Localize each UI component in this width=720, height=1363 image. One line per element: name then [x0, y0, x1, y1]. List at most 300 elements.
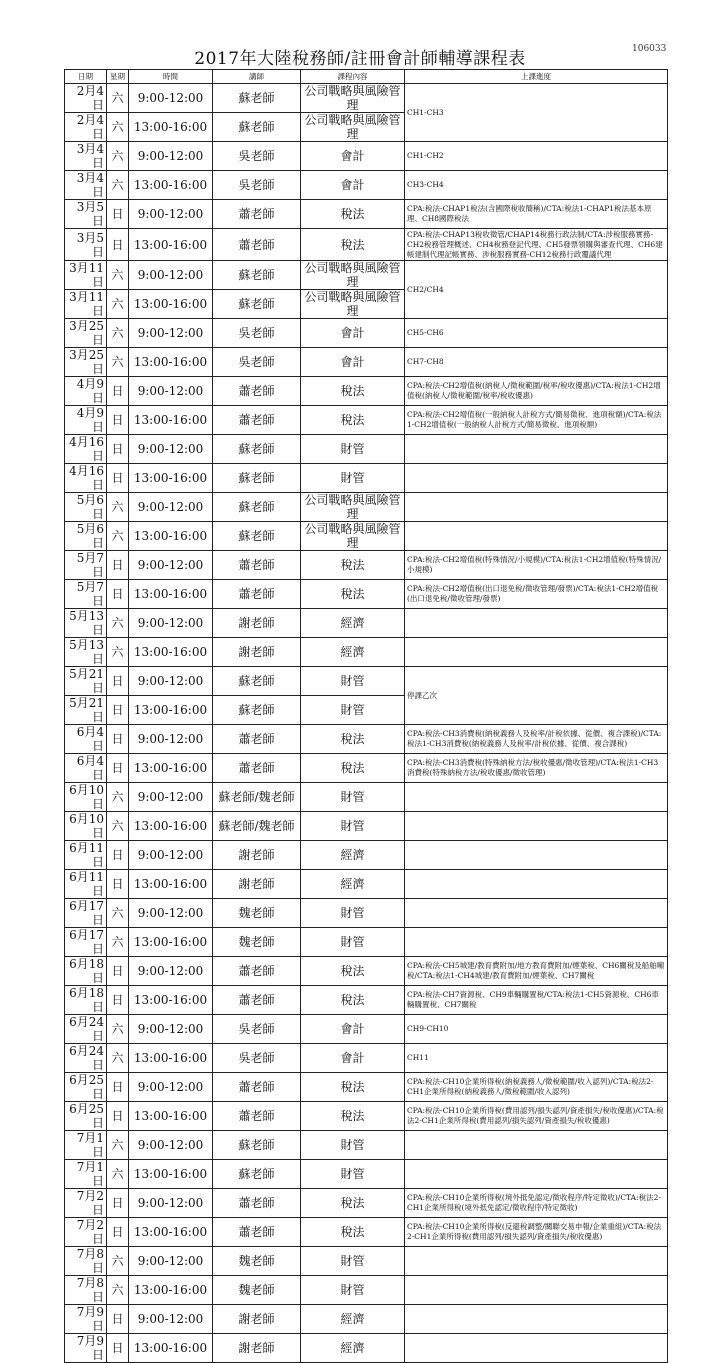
cell-week: 日 — [107, 406, 129, 435]
cell-time: 9:00-12:00 — [129, 551, 213, 580]
cell-week: 日 — [107, 725, 129, 754]
cell-time: 9:00-12:00 — [129, 609, 213, 638]
cell-course: 公司戰略與風險管理 — [301, 522, 405, 551]
table-row — [65, 1131, 668, 1160]
cell-date: 7月9日 — [65, 1334, 107, 1363]
cell-time: 13:00-16:00 — [129, 986, 213, 1015]
table-row — [65, 1189, 668, 1218]
cell-teacher: 吳老師 — [213, 171, 301, 200]
cell-progress: CPA:稅法-CH10企業所得稅(反避稅調整/關聯交易申報/企業重組)/CTA:稅法2-CH1企業所得稅(費用認列/損失認列/資產損失/稅收優惠) — [405, 1218, 668, 1247]
cell-course: 公司戰略與風險管理 — [301, 493, 405, 522]
cell-date: 7月8日 — [65, 1247, 107, 1276]
cell-date: 7月1日 — [65, 1160, 107, 1189]
cell-progress — [405, 812, 668, 841]
cell-week: 六 — [107, 348, 129, 377]
cell-week: 六 — [107, 113, 129, 142]
cell-week: 六 — [107, 1276, 129, 1305]
cell-date: 6月24日 — [65, 1044, 107, 1073]
cell-teacher: 蕭老師 — [213, 986, 301, 1015]
cell-week: 日 — [107, 986, 129, 1015]
cell-progress: CH1-CH2 — [405, 142, 668, 171]
cell-course: 經濟 — [301, 609, 405, 638]
cell-time: 9:00-12:00 — [129, 1073, 213, 1102]
cell-week: 六 — [107, 261, 129, 290]
cell-date: 4月9日 — [65, 377, 107, 406]
cell-week: 六 — [107, 493, 129, 522]
cell-teacher: 蘇老師 — [213, 464, 301, 493]
header-week: 星期 — [107, 70, 129, 84]
table-row — [65, 551, 668, 580]
cell-teacher: 蘇老師 — [213, 113, 301, 142]
cell-date: 4月16日 — [65, 464, 107, 493]
header-progress: 上課進度 — [405, 70, 668, 84]
cell-progress: CH7-CH8 — [405, 348, 668, 377]
cell-week: 日 — [107, 957, 129, 986]
cell-week: 日 — [107, 754, 129, 783]
cell-date: 6月4日 — [65, 725, 107, 754]
cell-course: 財管 — [301, 696, 405, 725]
cell-week: 日 — [107, 696, 129, 725]
schedule-body — [65, 84, 668, 1363]
cell-progress: CH2/CH4 — [405, 261, 668, 319]
table-row — [65, 200, 668, 229]
cell-week: 六 — [107, 609, 129, 638]
table-row — [65, 1334, 668, 1363]
cell-progress — [405, 522, 668, 551]
cell-course: 財管 — [301, 464, 405, 493]
table-row — [65, 1073, 668, 1102]
cell-course: 公司戰略與風險管理 — [301, 84, 405, 113]
cell-week: 日 — [107, 1218, 129, 1247]
cell-progress — [405, 1334, 668, 1363]
table-row — [65, 493, 668, 522]
cell-course: 稅法 — [301, 754, 405, 783]
cell-date: 3月25日 — [65, 348, 107, 377]
cell-teacher: 蕭老師 — [213, 229, 301, 261]
cell-progress: CPA:稅法-CH3消費稅(納稅義務人及稅率/計稅依據、從價、複合課稅)/CTA:稅法1-CH3消費稅(納稅義務人及稅率/計稅依據、從價、複合課稅) — [405, 725, 668, 754]
cell-course: 稅法 — [301, 725, 405, 754]
cell-date: 7月2日 — [65, 1189, 107, 1218]
cell-course: 經濟 — [301, 1334, 405, 1363]
cell-date: 5月7日 — [65, 580, 107, 609]
cell-date: 5月21日 — [65, 667, 107, 696]
cell-date: 3月5日 — [65, 200, 107, 229]
cell-week: 日 — [107, 667, 129, 696]
header-time: 時間 — [129, 70, 213, 84]
table-row — [65, 406, 668, 435]
table-row — [65, 899, 668, 928]
cell-progress — [405, 1305, 668, 1334]
cell-teacher: 魏老師 — [213, 1276, 301, 1305]
cell-teacher: 蕭老師 — [213, 957, 301, 986]
cell-course: 稅法 — [301, 986, 405, 1015]
table-row — [65, 754, 668, 783]
cell-date: 6月11日 — [65, 841, 107, 870]
document-code: 106033 — [632, 44, 667, 54]
cell-course: 稅法 — [301, 551, 405, 580]
cell-time: 13:00-16:00 — [129, 696, 213, 725]
cell-time: 13:00-16:00 — [129, 1334, 213, 1363]
cell-date: 7月8日 — [65, 1276, 107, 1305]
cell-date: 5月13日 — [65, 609, 107, 638]
cell-teacher: 蘇老師 — [213, 1160, 301, 1189]
table-row — [65, 928, 668, 957]
cell-time: 9:00-12:00 — [129, 1247, 213, 1276]
cell-course: 稅法 — [301, 1073, 405, 1102]
cell-time: 13:00-16:00 — [129, 348, 213, 377]
cell-progress: CH9-CH10 — [405, 1015, 668, 1044]
cell-teacher: 蘇老師 — [213, 522, 301, 551]
cell-progress: CH3-CH4 — [405, 171, 668, 200]
table-row — [65, 171, 668, 200]
cell-time: 9:00-12:00 — [129, 957, 213, 986]
cell-course: 財管 — [301, 928, 405, 957]
table-row — [65, 464, 668, 493]
cell-time: 9:00-12:00 — [129, 667, 213, 696]
cell-progress — [405, 899, 668, 928]
cell-teacher: 謝老師 — [213, 609, 301, 638]
cell-week: 日 — [107, 1334, 129, 1363]
cell-teacher: 蘇老師 — [213, 84, 301, 113]
cell-teacher: 吳老師 — [213, 1015, 301, 1044]
cell-time: 9:00-12:00 — [129, 1305, 213, 1334]
cell-week: 六 — [107, 319, 129, 348]
cell-progress: CPA:稅法-CH2增值稅(納稅人/徵稅範圍/稅率/稅收優惠)/CTA:稅法1-CH2增值稅(納稅人/徵稅範圍/稅率/稅收優惠) — [405, 377, 668, 406]
cell-time: 13:00-16:00 — [129, 522, 213, 551]
cell-time: 13:00-16:00 — [129, 754, 213, 783]
cell-date: 6月25日 — [65, 1073, 107, 1102]
cell-course: 稅法 — [301, 1189, 405, 1218]
cell-course: 財管 — [301, 812, 405, 841]
table-row — [65, 348, 668, 377]
cell-teacher: 謝老師 — [213, 870, 301, 899]
cell-progress: CPA:稅法-CH7資源稅、CH9車輛購置稅/CTA:稅法1-CH5資源稅、CH6車輛購置稅、CH7關稅 — [405, 986, 668, 1015]
cell-date: 6月11日 — [65, 870, 107, 899]
cell-course: 經濟 — [301, 870, 405, 899]
cell-time: 9:00-12:00 — [129, 377, 213, 406]
table-row — [65, 377, 668, 406]
cell-time: 9:00-12:00 — [129, 493, 213, 522]
cell-teacher: 謝老師 — [213, 841, 301, 870]
cell-progress: CPA:稅法-CH3消費稅(特殊納稅方法/稅收優惠/徵收管理)/CTA:稅法1-CH3消費稅(特殊納稅方法/稅收優惠/徵收管理) — [405, 754, 668, 783]
cell-date: 3月11日 — [65, 290, 107, 319]
cell-course: 會計 — [301, 319, 405, 348]
cell-date: 3月11日 — [65, 261, 107, 290]
cell-week: 六 — [107, 899, 129, 928]
cell-progress: CPA:稅法-CH10企業所得稅(納稅義務人/徵稅範圍/收入認列)/CTA:稅法2-CH1企業所得稅(納稅義務人/徵稅範圍/收入認列) — [405, 1073, 668, 1102]
cell-week: 六 — [107, 1160, 129, 1189]
cell-progress: CPA:稅法-CH10企業所得稅(費用認列/損失認列/資產損失/稅收優惠)/CTA:稅法2-CH1企業所得稅(費用認列/損失認列/資產損失/稅收優惠) — [405, 1102, 668, 1131]
cell-course: 稅法 — [301, 580, 405, 609]
cell-time: 13:00-16:00 — [129, 928, 213, 957]
cell-week: 六 — [107, 84, 129, 113]
cell-time: 9:00-12:00 — [129, 783, 213, 812]
cell-week: 六 — [107, 812, 129, 841]
cell-course: 公司戰略與風險管理 — [301, 261, 405, 290]
cell-time: 9:00-12:00 — [129, 1015, 213, 1044]
cell-week: 日 — [107, 1102, 129, 1131]
cell-progress: 停課乙次 — [405, 667, 668, 725]
table-row — [65, 1305, 668, 1334]
header-date: 日期 — [65, 70, 107, 84]
cell-teacher: 蕭老師 — [213, 200, 301, 229]
cell-progress — [405, 841, 668, 870]
header-course: 課程內容 — [301, 70, 405, 84]
cell-date: 6月25日 — [65, 1102, 107, 1131]
cell-week: 日 — [107, 229, 129, 261]
cell-progress: CPA:稅法-CH2增值稅(特殊情況/小規模)/CTA:稅法1-CH2增值稅(特殊情況/小規模) — [405, 551, 668, 580]
cell-date: 7月2日 — [65, 1218, 107, 1247]
cell-date: 6月24日 — [65, 1015, 107, 1044]
cell-date: 6月4日 — [65, 754, 107, 783]
cell-course: 會計 — [301, 142, 405, 171]
cell-course: 稅法 — [301, 1218, 405, 1247]
cell-time: 9:00-12:00 — [129, 725, 213, 754]
cell-time: 9:00-12:00 — [129, 84, 213, 113]
cell-progress: CH1-CH3 — [405, 84, 668, 142]
cell-course: 財管 — [301, 783, 405, 812]
cell-progress — [405, 435, 668, 464]
cell-date: 5月6日 — [65, 493, 107, 522]
cell-course: 財管 — [301, 667, 405, 696]
table-row — [65, 1044, 668, 1073]
table-row — [65, 580, 668, 609]
cell-week: 日 — [107, 377, 129, 406]
table-row — [65, 870, 668, 899]
cell-time: 13:00-16:00 — [129, 464, 213, 493]
cell-time: 13:00-16:00 — [129, 870, 213, 899]
cell-progress — [405, 783, 668, 812]
table-row — [65, 638, 668, 667]
cell-time: 13:00-16:00 — [129, 1102, 213, 1131]
cell-course: 會計 — [301, 171, 405, 200]
cell-date: 2月4日 — [65, 84, 107, 113]
cell-time: 13:00-16:00 — [129, 638, 213, 667]
cell-course: 稅法 — [301, 1102, 405, 1131]
cell-teacher: 蕭老師 — [213, 1073, 301, 1102]
cell-teacher: 蕭老師 — [213, 725, 301, 754]
cell-teacher: 蘇老師 — [213, 696, 301, 725]
cell-course: 稅法 — [301, 200, 405, 229]
cell-time: 9:00-12:00 — [129, 200, 213, 229]
cell-date: 3月25日 — [65, 319, 107, 348]
table-row — [65, 319, 668, 348]
cell-time: 9:00-12:00 — [129, 435, 213, 464]
cell-progress — [405, 464, 668, 493]
cell-week: 日 — [107, 580, 129, 609]
table-row — [65, 725, 668, 754]
table-row — [65, 1102, 668, 1131]
cell-progress: CH5-CH6 — [405, 319, 668, 348]
cell-teacher: 蕭老師 — [213, 754, 301, 783]
cell-course: 經濟 — [301, 638, 405, 667]
cell-course: 稅法 — [301, 229, 405, 261]
cell-teacher: 吳老師 — [213, 319, 301, 348]
cell-teacher: 魏老師 — [213, 1247, 301, 1276]
cell-course: 稅法 — [301, 377, 405, 406]
cell-time: 13:00-16:00 — [129, 290, 213, 319]
cell-date: 7月1日 — [65, 1131, 107, 1160]
cell-course: 稅法 — [301, 406, 405, 435]
page-title: 2017年大陸稅務師/註冊會計師輔導課程表 — [194, 49, 526, 69]
cell-teacher: 蕭老師 — [213, 580, 301, 609]
cell-teacher: 蕭老師 — [213, 1189, 301, 1218]
cell-progress — [405, 1131, 668, 1160]
cell-date: 5月7日 — [65, 551, 107, 580]
cell-week: 日 — [107, 1073, 129, 1102]
cell-progress: CH11 — [405, 1044, 668, 1073]
cell-course: 經濟 — [301, 1305, 405, 1334]
cell-teacher: 蕭老師 — [213, 1102, 301, 1131]
cell-time: 9:00-12:00 — [129, 899, 213, 928]
cell-time: 13:00-16:00 — [129, 812, 213, 841]
cell-week: 六 — [107, 171, 129, 200]
cell-teacher: 蘇老師 — [213, 261, 301, 290]
cell-time: 13:00-16:00 — [129, 113, 213, 142]
cell-teacher: 魏老師 — [213, 928, 301, 957]
cell-date: 3月5日 — [65, 229, 107, 261]
cell-week: 六 — [107, 1131, 129, 1160]
header-row — [65, 70, 668, 84]
cell-week: 日 — [107, 551, 129, 580]
cell-time: 13:00-16:00 — [129, 1276, 213, 1305]
cell-course: 公司戰略與風險管理 — [301, 290, 405, 319]
cell-date: 6月10日 — [65, 812, 107, 841]
cell-week: 六 — [107, 1044, 129, 1073]
cell-time: 9:00-12:00 — [129, 319, 213, 348]
cell-date: 4月16日 — [65, 435, 107, 464]
cell-course: 財管 — [301, 1276, 405, 1305]
cell-progress — [405, 870, 668, 899]
cell-teacher: 蘇老師 — [213, 493, 301, 522]
cell-teacher: 蘇老師/魏老師 — [213, 783, 301, 812]
table-row — [65, 522, 668, 551]
cell-date: 6月10日 — [65, 783, 107, 812]
cell-time: 13:00-16:00 — [129, 1044, 213, 1073]
cell-week: 六 — [107, 1015, 129, 1044]
cell-progress: CPA:稅法-CHAP1稅法(含國際稅收簡稱)/CTA:稅法1-CHAP1稅法基本原理、CH8國際稅法 — [405, 200, 668, 229]
cell-date: 6月17日 — [65, 928, 107, 957]
table-row — [65, 783, 668, 812]
cell-week: 日 — [107, 1305, 129, 1334]
table-row — [65, 1160, 668, 1189]
table-row — [65, 261, 668, 290]
cell-course: 會計 — [301, 1044, 405, 1073]
cell-time: 9:00-12:00 — [129, 841, 213, 870]
cell-week: 日 — [107, 1189, 129, 1218]
cell-time: 13:00-16:00 — [129, 171, 213, 200]
table-row — [65, 84, 668, 113]
cell-week: 日 — [107, 200, 129, 229]
table-row — [65, 841, 668, 870]
cell-week: 六 — [107, 928, 129, 957]
cell-teacher: 吳老師 — [213, 142, 301, 171]
cell-time: 13:00-16:00 — [129, 1160, 213, 1189]
cell-teacher: 謝老師 — [213, 638, 301, 667]
cell-course: 經濟 — [301, 841, 405, 870]
cell-time: 13:00-16:00 — [129, 406, 213, 435]
cell-teacher: 魏老師 — [213, 899, 301, 928]
cell-time: 13:00-16:00 — [129, 1218, 213, 1247]
cell-date: 6月18日 — [65, 957, 107, 986]
cell-date: 5月6日 — [65, 522, 107, 551]
cell-course: 會計 — [301, 348, 405, 377]
cell-week: 六 — [107, 1247, 129, 1276]
cell-date: 7月9日 — [65, 1305, 107, 1334]
cell-week: 日 — [107, 841, 129, 870]
cell-date: 6月18日 — [65, 986, 107, 1015]
table-row — [65, 667, 668, 696]
cell-progress — [405, 1276, 668, 1305]
cell-progress — [405, 1160, 668, 1189]
cell-course: 財管 — [301, 899, 405, 928]
cell-teacher: 蘇老師 — [213, 1131, 301, 1160]
cell-progress: CPA:稅法-CH2增值稅(出口退免稅/徵收管理/發票)/CTA:稅法1-CH2增值稅(出口退免稅/徵收管理/發票) — [405, 580, 668, 609]
cell-week: 六 — [107, 783, 129, 812]
cell-course: 財管 — [301, 435, 405, 464]
schedule-table — [64, 69, 668, 1363]
cell-course: 財管 — [301, 1160, 405, 1189]
cell-teacher: 謝老師 — [213, 1305, 301, 1334]
cell-date: 3月4日 — [65, 171, 107, 200]
cell-teacher: 蘇老師 — [213, 667, 301, 696]
cell-time: 13:00-16:00 — [129, 229, 213, 261]
cell-week: 六 — [107, 142, 129, 171]
cell-date: 4月9日 — [65, 406, 107, 435]
cell-week: 日 — [107, 464, 129, 493]
cell-date: 5月13日 — [65, 638, 107, 667]
cell-teacher: 蕭老師 — [213, 406, 301, 435]
cell-course: 會計 — [301, 1015, 405, 1044]
table-row — [65, 142, 668, 171]
cell-course: 公司戰略與風險管理 — [301, 113, 405, 142]
cell-week: 日 — [107, 435, 129, 464]
cell-course: 財管 — [301, 1247, 405, 1276]
cell-teacher: 吳老師 — [213, 348, 301, 377]
cell-date: 6月17日 — [65, 899, 107, 928]
cell-course: 財管 — [301, 1131, 405, 1160]
cell-teacher: 蕭老師 — [213, 551, 301, 580]
table-row — [65, 435, 668, 464]
cell-week: 六 — [107, 638, 129, 667]
cell-week: 六 — [107, 522, 129, 551]
header-teacher: 講師 — [213, 70, 301, 84]
cell-progress — [405, 1247, 668, 1276]
cell-time: 13:00-16:00 — [129, 580, 213, 609]
cell-progress: CPA:稅法-CH2增值稅(一般納稅人計稅方式/簡易徵稅、進項稅額)/CTA:稅法1-CH2增值稅(一般納稅人計稅方式/簡易徵稅、進項稅額) — [405, 406, 668, 435]
cell-date: 3月4日 — [65, 142, 107, 171]
cell-time: 9:00-12:00 — [129, 1189, 213, 1218]
table-row — [65, 1247, 668, 1276]
cell-teacher: 吳老師 — [213, 1044, 301, 1073]
cell-teacher: 蕭老師 — [213, 377, 301, 406]
cell-course: 稅法 — [301, 957, 405, 986]
cell-time: 9:00-12:00 — [129, 261, 213, 290]
table-row — [65, 609, 668, 638]
cell-teacher: 蕭老師 — [213, 1218, 301, 1247]
cell-week: 六 — [107, 290, 129, 319]
cell-date: 5月21日 — [65, 696, 107, 725]
table-row — [65, 229, 668, 261]
cell-progress — [405, 493, 668, 522]
cell-progress: CPA:稅法-CHAP13稅收徵管/CHAP14稅務行政法制/CTA:涉稅服務實務-CH2稅務管理概述、CH4稅務登記代理、CH5發票領購與審查代理、CH6建帳建制代理記帳實務、涉稅服務實務-CH12稅務行政覆議代理 — [405, 229, 668, 261]
cell-progress: CPA:稅法-CH5城建/教育費附加/地方教育費附加/煙葉稅、CH6關稅及船舶噸稅/CTA:稅法1-CH4城建/教育費附加/煙葉稅、CH7關稅 — [405, 957, 668, 986]
cell-progress — [405, 638, 668, 667]
cell-progress — [405, 928, 668, 957]
cell-teacher: 謝老師 — [213, 1334, 301, 1363]
cell-date: 2月4日 — [65, 113, 107, 142]
cell-teacher: 蘇老師 — [213, 435, 301, 464]
